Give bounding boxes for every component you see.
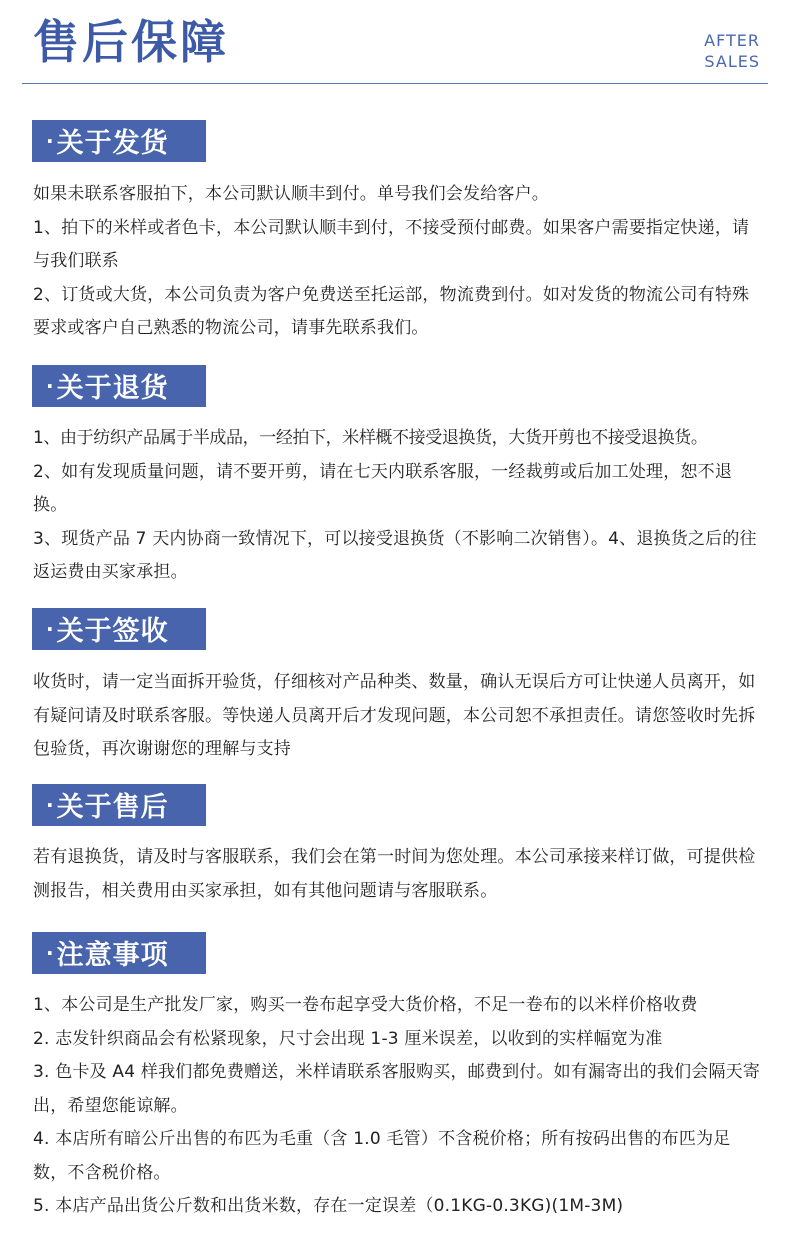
section-heading-after-sales: ·关于售后 xyxy=(32,784,206,826)
section-heading-text: 注意事项 xyxy=(56,940,169,971)
english-subtitle xyxy=(704,30,760,72)
section-heading-text: 关于发货 xyxy=(56,128,169,159)
section-heading-text: 关于售后 xyxy=(56,792,169,823)
paragraph: 2. 志发针织商品会有松紧现象，尺寸会出现 1-3 厘米误差，以收到的实样幅宽为准 xyxy=(33,1028,663,1049)
paragraph: 1、拍下的米样或者色卡，本公司默认顺丰到付，不接受预付邮费。如果客户需要指定快递，请与我们联系 xyxy=(33,217,750,271)
section-body-signing xyxy=(33,666,761,767)
section-body-shipping xyxy=(33,178,761,346)
section-heading-signing: ·关于签收 xyxy=(32,608,206,650)
section-heading-shipping: ·关于发货 xyxy=(32,120,206,162)
page-header xyxy=(0,0,790,84)
page-title: 售后保障 xyxy=(33,15,229,69)
section-heading-returns: ·关于退货 xyxy=(32,365,206,407)
section-body-notes xyxy=(33,989,761,1224)
english-subtitle-line-1: AFTER xyxy=(704,31,760,50)
section-body-returns xyxy=(33,422,761,590)
section-heading-text: 关于签收 xyxy=(56,616,169,647)
english-subtitle-line-2: SALES xyxy=(704,52,760,71)
paragraph: 如果未联系客服拍下，本公司默认顺丰到付。单号我们会发给客户。 xyxy=(33,184,549,204)
paragraph: 若有退换货，请及时与客服联系，我们会在第一时间为您处理。本公司承接来样订做，可提供检测报告，相关费用由买家承担，如有其他问题请与客服联系。 xyxy=(33,847,756,901)
paragraph: 1、由于纺织产品属于半成品，一经拍下，米样概不接受退换货，大货开剪也不接受退换货。 xyxy=(33,428,708,448)
paragraph: 5. 本店产品出货公斤数和出货米数，存在一定误差（0.1KG-0.3KG)(1M-3M) xyxy=(33,1196,624,1216)
paragraph: 3、现货产品 7 天内协商一致情况下，可以接受退换货（不影响二次销售）。4、退换货之后的往返运费由买家承担。 xyxy=(33,528,757,582)
header-divider xyxy=(22,83,768,84)
paragraph: 2、如有发现质量问题，请不要开剪，请在七天内联系客服，一经裁剪或后加工处理，恕不退换。 xyxy=(33,461,733,515)
paragraph: 4. 本店所有暗公斤出售的布匹为毛重（含 1.0 毛管）不含税价格；所有按码出售的布匹为足数，不含税价格。 xyxy=(33,1129,731,1183)
section-heading-notes: ·注意事项 xyxy=(32,932,206,974)
paragraph: 3. 色卡及 A4 样我们都免费赠送，米样请联系客服购买，邮费到付。如有漏寄出的我们会隔天寄出，希望您能谅解。 xyxy=(33,1062,761,1116)
section-heading-text: 关于退货 xyxy=(56,373,169,404)
paragraph: 2、订货或大货，本公司负责为客户免费送至托运部，物流费到付。如对发货的物流公司有特殊要求或客户自己熟悉的物流公司，请事先联系我们。 xyxy=(33,284,750,338)
paragraph: 收货时，请一定当面拆开验货，仔细核对产品种类、数量，确认无误后方可让快递人员离开，如有疑问请及时联系客服。等快递人员离开后才发现问题，本公司恕不承担责任。请您签收时先拆包验货，再次谢谢您的理解与支持 xyxy=(33,672,756,759)
section-body-after-sales xyxy=(33,841,761,908)
paragraph: 1、本公司是生产批发厂家，购买一卷布起享受大货价格，不足一卷布的以米样价格收费 xyxy=(33,995,698,1015)
